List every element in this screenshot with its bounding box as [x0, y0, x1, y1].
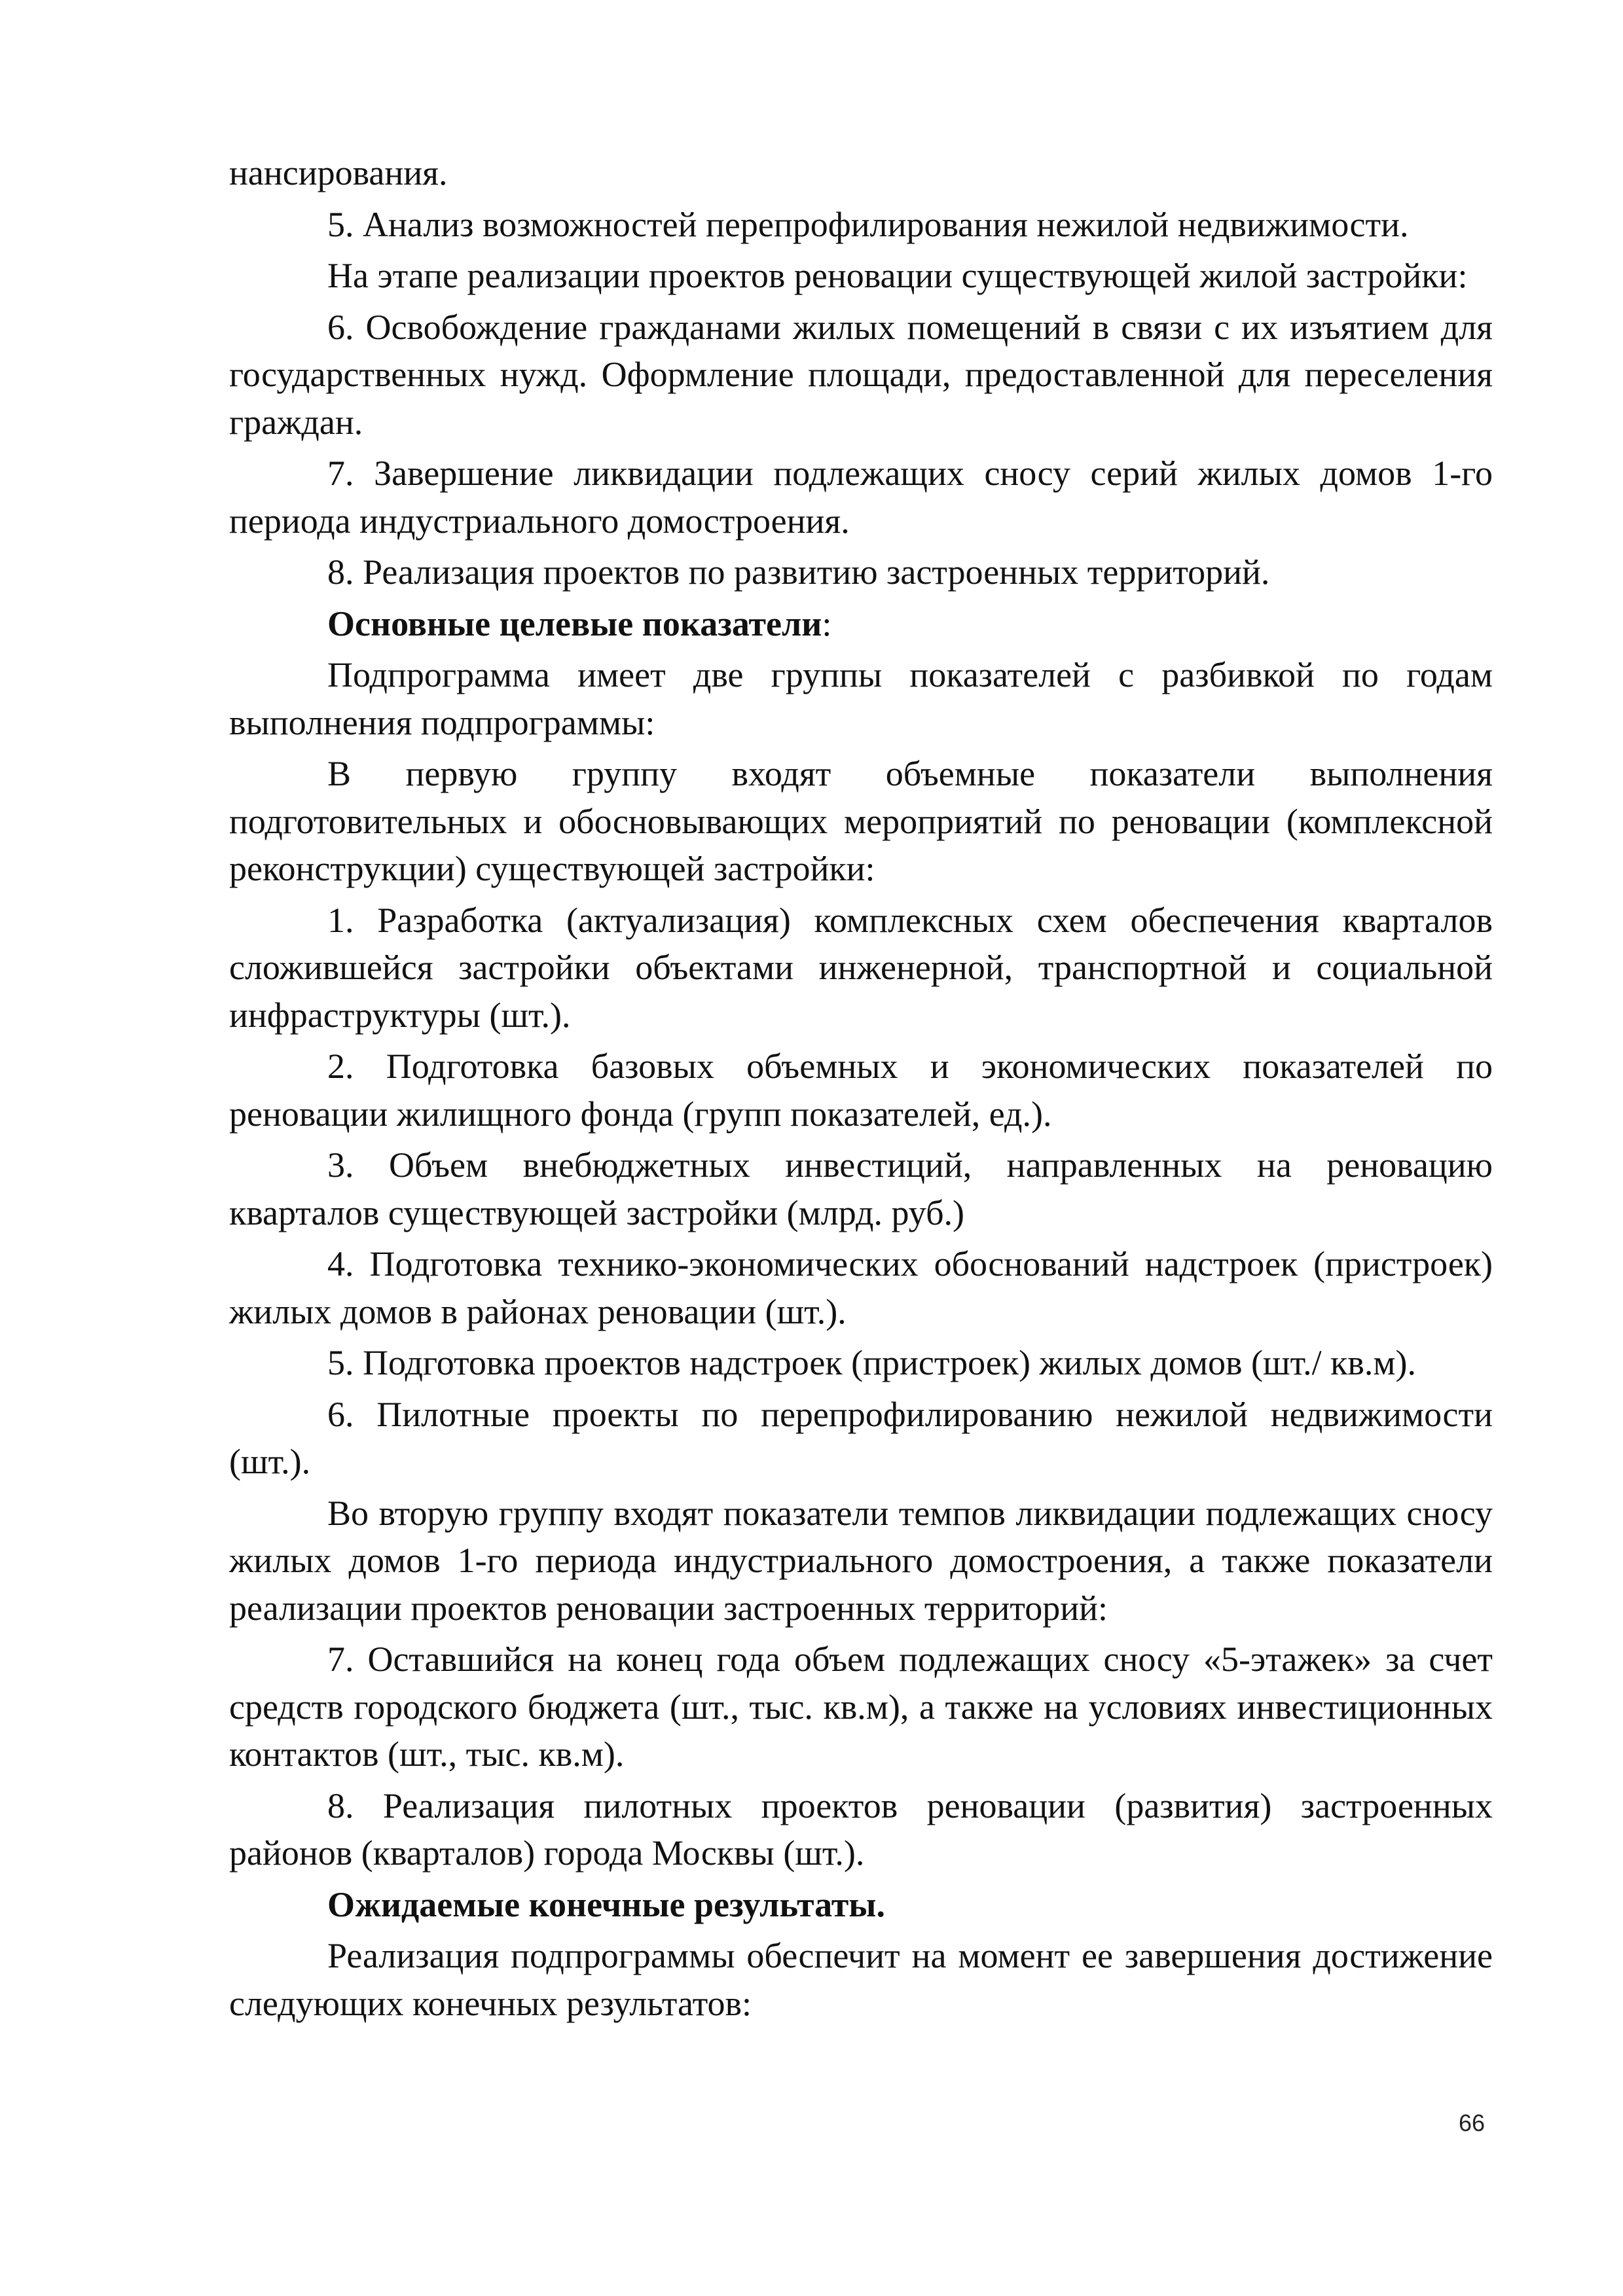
section-heading-title: Ожидаемые конечные результаты.	[327, 1884, 885, 1924]
paragraph: 5. Анализ возможностей перепрофилирования нежилой недвижимости.	[327, 204, 1409, 244]
section-heading-suffix: :	[822, 603, 832, 643]
section-heading-results	[229, 1881, 1493, 1929]
list-item: 8. Реализация пилотных проектов реновации (развития) застроенных районов (кварталов) города Москвы (шт.).	[229, 1785, 1493, 1873]
list-item: 2. Подготовка базовых объемных и экономических показателей по реновации жилищного фонда (групп показателей, ед.).	[229, 1047, 1493, 1134]
paragraph: На этапе реализации проектов реновации существующей жилой застройки:	[327, 256, 1468, 295]
paragraph: 7. Завершение ликвидации подлежащих сносу серий жилых домов 1-го периода индустриального домостроения.	[229, 454, 1493, 541]
paragraph: В первую группу входят объемные показатели выполнения подготовительных и обосновывающих мероприятий по реновации (комплексной реконструкции) существующей застройки:	[229, 754, 1493, 888]
list-item: 1. Разработка (актуализация) комплексных схем обеспечения кварталов сложившейся застройки объектами инженерной, транспортной и социальной инфраструктуры (шт.).	[229, 900, 1493, 1035]
list-item: 6. Пилотные проекты по перепрофилированию нежилой недвижимости (шт.).	[229, 1394, 1493, 1481]
paragraph: Подпрограмма имеет две группы показателей с разбивкой по годам выполнения подпрограммы:	[229, 655, 1493, 742]
paragraph: нансирования.	[229, 153, 448, 192]
list-item: 3. Объем внебюджетных инвестиций, направленных на реновацию кварталов существующей застройки (млрд. руб.)	[229, 1145, 1493, 1232]
paragraph: Реализация подпрограммы обеспечит на момент ее завершения достижение следующих конечных результатов:	[229, 1936, 1493, 2023]
section-heading-title: Основные целевые показатели	[327, 603, 822, 643]
document-body	[229, 149, 1493, 2031]
list-item: 5. Подготовка проектов надстроек (пристроек) жилых домов (шт./ кв.м).	[327, 1343, 1417, 1382]
list-item: 4. Подготовка технико-экономических обоснований надстроек (пристроек) жилых домов в районах реновации (шт.).	[229, 1244, 1493, 1331]
paragraph: 8. Реализация проектов по развитию застроенных территорий.	[327, 552, 1270, 592]
paragraph: 6. Освобождение гражданами жилых помещений в связи с их изъятием для государственных нужд. Оформление площади, предоставленной для переселения граждан.	[229, 307, 1493, 442]
page-number: 66	[1459, 2109, 1486, 2136]
section-heading-targets	[229, 600, 1493, 648]
paragraph: Во вторую группу входят показатели темпов ликвидации подлежащих сносу жилых домов 1-го периода индустриального домостроения, а также показатели реализации проектов реновации застроенных территорий:	[229, 1493, 1493, 1628]
list-item: 7. Оставшийся на конец года объем подлежащих сносу «5-этажек» за счет средств городского бюджета (шт., тыс. кв.м), а также на условиях инвестиционных контактов (шт., тыс. кв.м).	[229, 1640, 1493, 1774]
